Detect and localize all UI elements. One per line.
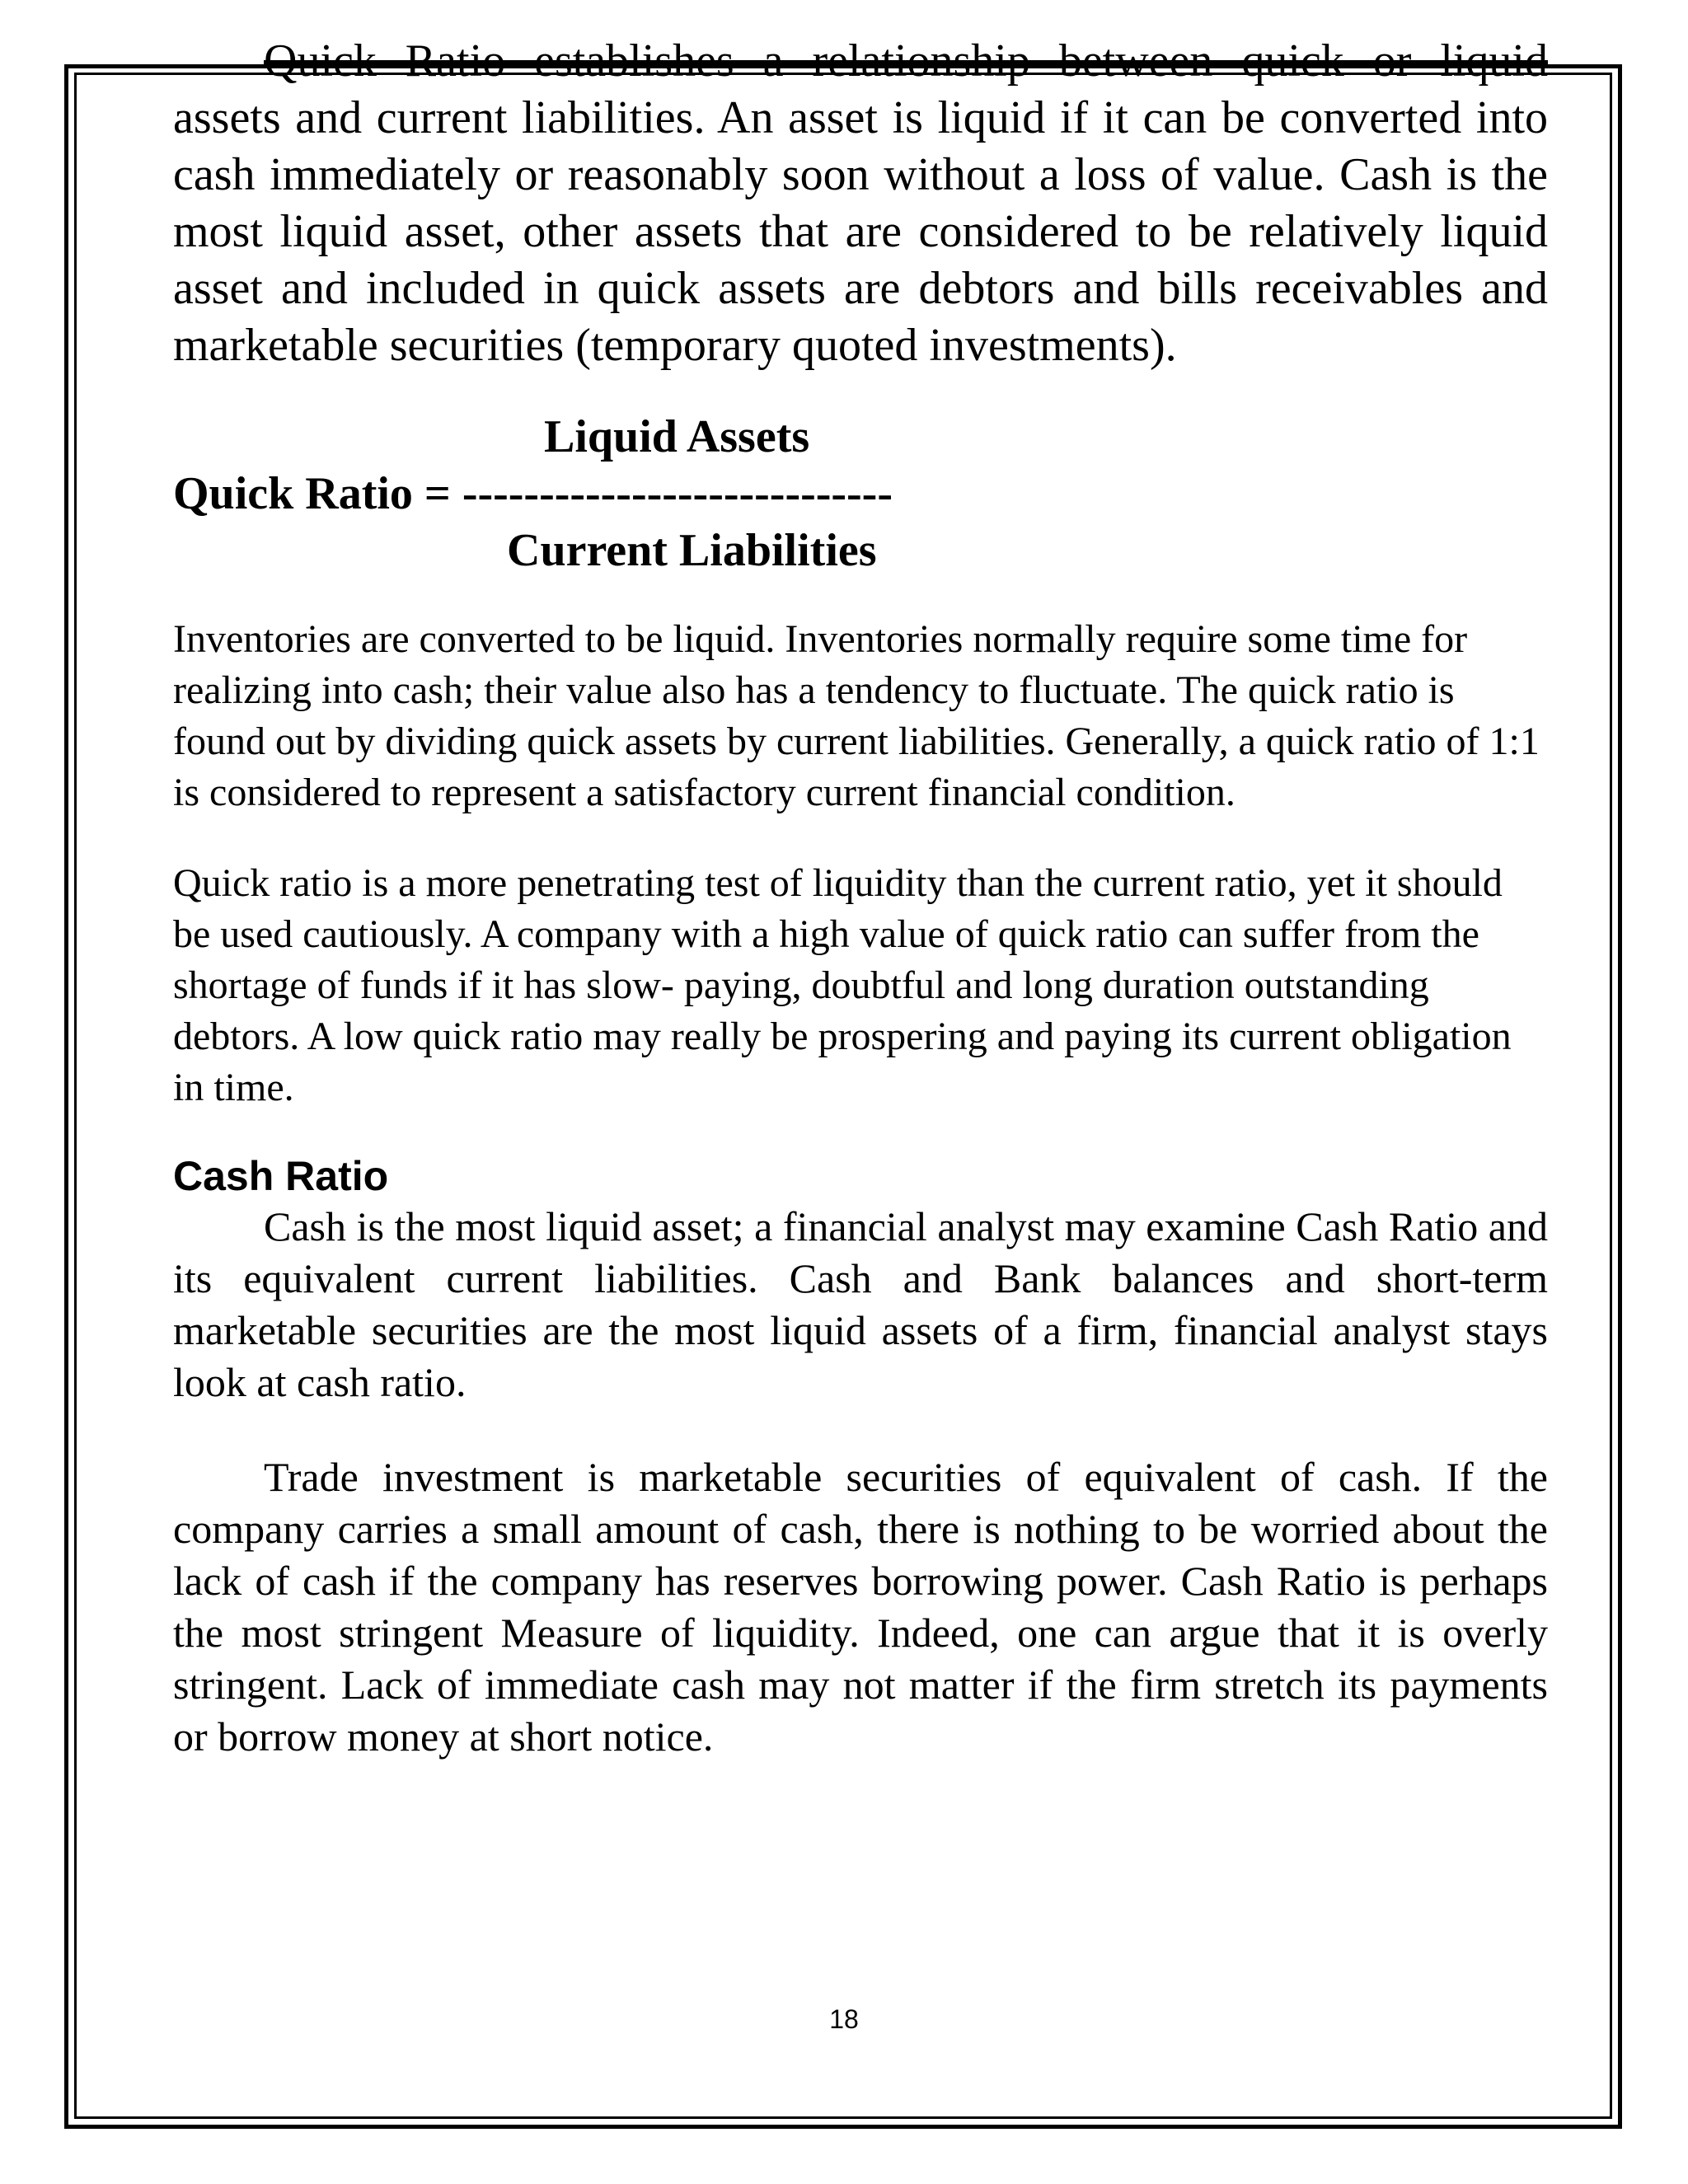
inventories-paragraph: Inventories are converted to be liquid. Inventories normally require some time for realizing into cash; their value also has a tendency to fluctuate. The quick ratio is found out by dividing quick assets by current liabilities. Generally, a quick ratio of 1:1 is considered to represent a satisfactory current financial condition. — [173, 617, 1540, 814]
formula-numerator: Liquid Assets — [544, 411, 810, 462]
quick-ratio-caution-paragraph: Quick ratio is a more penetrating test of liquidity than the current ratio, yet it should be used cautiously. A company with a high value of quick ratio can suffer from the shortage of funds if it has slow- paying, doubtful and long duration outstanding debtors. A low quick ratio may really be prospering and paying its current obligation in time. — [173, 861, 1512, 1109]
intro-paragraph — [173, 33, 1548, 90]
formula-lhs: Quick Ratio = ---------------------------- — [173, 468, 893, 519]
page-number: 18 — [829, 2004, 859, 2034]
intro-paragraph-rest: assets and current liabilities. An asset is liquid if it can be converted into cash immediately or reasonably soon without a loss of value. Cash is the most liquid asset, other assets that are considered to be relatively liquid asset and included in quick assets are debtors and bills receivables and marketable securities (temporary quoted investments). — [173, 92, 1548, 371]
formula-denominator: Current Liabilities — [507, 525, 877, 576]
cash-ratio-paragraph-1: Cash is the most liquid asset; a financial analyst may examine Cash Ratio and its equivalent current liabilities. Cash and Bank balances and short-term marketable securities are the most liquid assets of a firm, financial analyst stays look at cash ratio. — [173, 1203, 1548, 1405]
intro-first-line: Quick Ratio establishes a relationship between quick or liquid — [264, 35, 1548, 87]
cash-ratio-paragraph-2: Trade investment is marketable securities of equivalent of cash. If the company carries a small amount of cash, there is nothing to be worried about the lack of cash if the company has reserves borrowing power. Cash Ratio is perhaps the most stringent Measure of liquidity. Indeed, one can argue that it is overly stringent. Lack of immediate cash may not matter if the firm stretch its payments or borrow money at short notice. — [173, 1454, 1548, 1760]
cash-ratio-heading: Cash Ratio — [173, 1153, 389, 1199]
page-content — [173, 33, 1548, 1763]
